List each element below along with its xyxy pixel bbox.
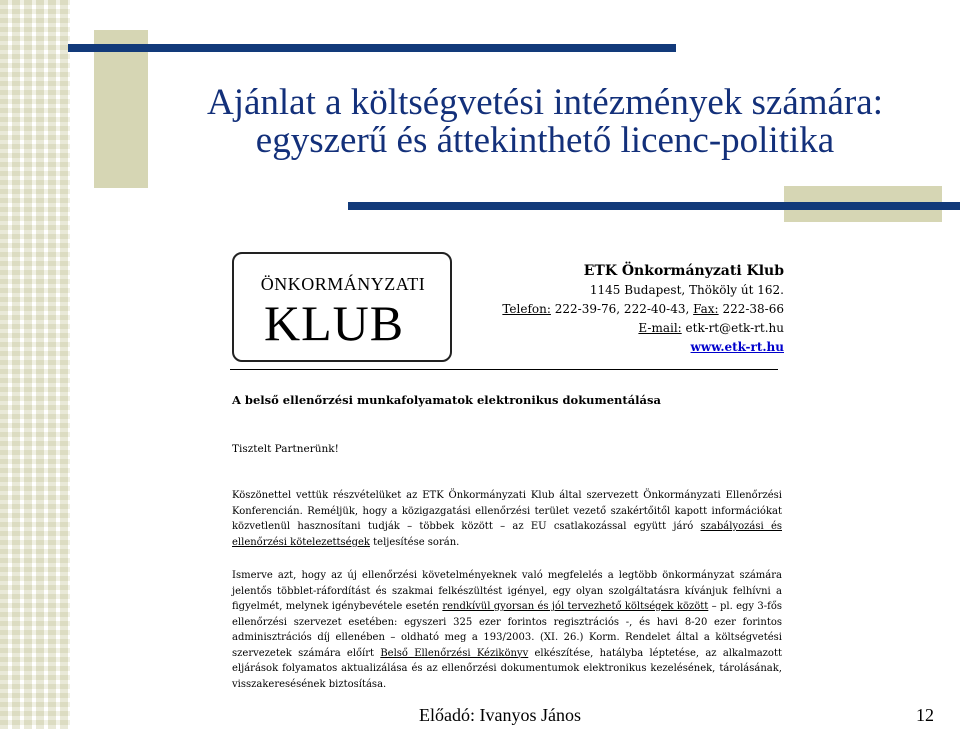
logo-top-text: ÖNKORMÁNYZATI [260, 274, 426, 294]
slide-title-line2: egyszerű és áttekinthető licenc-politika [255, 120, 835, 161]
letter-paragraph-2 [232, 568, 782, 692]
p1-underlined: szabályozási és ellenőrzési kötelezettségek [232, 521, 782, 548]
org-name: ETK Önkormányzati Klub [583, 263, 784, 279]
phone-fax-line: Telefon: 222-39-76, 222-40-43, Fax: 222-38-66 [502, 302, 784, 316]
p2-text-c: elkészítése, hatályba léptetése, az alkalmazott eljárások folyamatos aktualizálása és az ellenőrzési dokumentumok elektronikus kezelésének, tárolásának, visszakeresésének biztosítása. [232, 647, 782, 690]
org-address: 1145 Budapest, Thököly út 162. [589, 283, 784, 297]
klub-logo [232, 252, 452, 362]
slide-title [150, 84, 940, 160]
letter-image [230, 250, 786, 700]
p1-text-a: Köszönettel vettük részvételüket az ETK Önkormányzati Klub által szervezett Önkormányzati Ellenőrzési Konferencián. Reméljük, hogy a közigazgatási ellenőrzési terület vezető szakértőitől kapott információkat közvetlenül hasznosítani tudják – többek között – az EU csatlakozással együtt járó [232, 490, 782, 532]
letterhead-contact [502, 262, 784, 357]
logo-main-text: KLUB [264, 295, 405, 351]
p2-text-b: – pl. egy 3-fős ellenőrzési szervezet esetében: egyszeri 325 ezer forintos regisztrációs -, és havi 8-20 ezer forintos adminisztrációs díj ellenében – oldható meg a 193/2003. (XI. 26.) Korm. Rendelet által a költségvetési szervezetek számára előírt [232, 601, 782, 659]
presenter-footer: Előadó: Ivanyos János [419, 705, 581, 725]
email-line [502, 319, 784, 338]
phone-value: 222-39-76, 222-40-43 [554, 302, 686, 316]
fax-label: Fax: [693, 302, 719, 316]
letter-greeting: Tisztelt Partnerünk! [232, 443, 339, 455]
p2-underlined-1: rendkívül gyorsan és jól tervezhető költségek között [442, 601, 709, 612]
p2-underlined-2: Belső Ellenőrzési Kézikönyv [380, 647, 529, 659]
email-value: etk-rt@etk-rt.hu [685, 321, 784, 335]
letter-subject: A belső ellenőrzési munkafolyamatok elektronikus dokumentálása [232, 393, 661, 407]
page-number: 12 [916, 705, 934, 725]
decorative-navy-bar-right [348, 202, 960, 210]
letter-paragraph-1 [232, 488, 782, 550]
decorative-tan-block [94, 30, 148, 188]
decorative-checkered-strip [0, 0, 70, 729]
slide-title-line1: Ajánlat a költségvetési intézmények számára: [206, 82, 883, 123]
p2-text-a: Ismerve azt, hogy az új ellenőrzési követelményeknek való megfelelés a legtöbb önkormányzat számára jelentős többlet-ráfordítást és szakmai felkészültést igényel, egy olyan szolgáltatásra kívánjuk felhívni a figyelmét, melynek igénybevétele esetén [232, 570, 782, 612]
p1-text-b: teljesítése során. [369, 536, 460, 548]
email-label: E-mail: [638, 321, 682, 335]
letterhead-rule [230, 369, 778, 370]
website-link: www.etk-rt.hu [690, 340, 784, 354]
fax-value: 222-38-66 [722, 302, 784, 316]
phone-label: Telefon: [502, 302, 551, 316]
decorative-navy-bar-top [68, 44, 676, 52]
